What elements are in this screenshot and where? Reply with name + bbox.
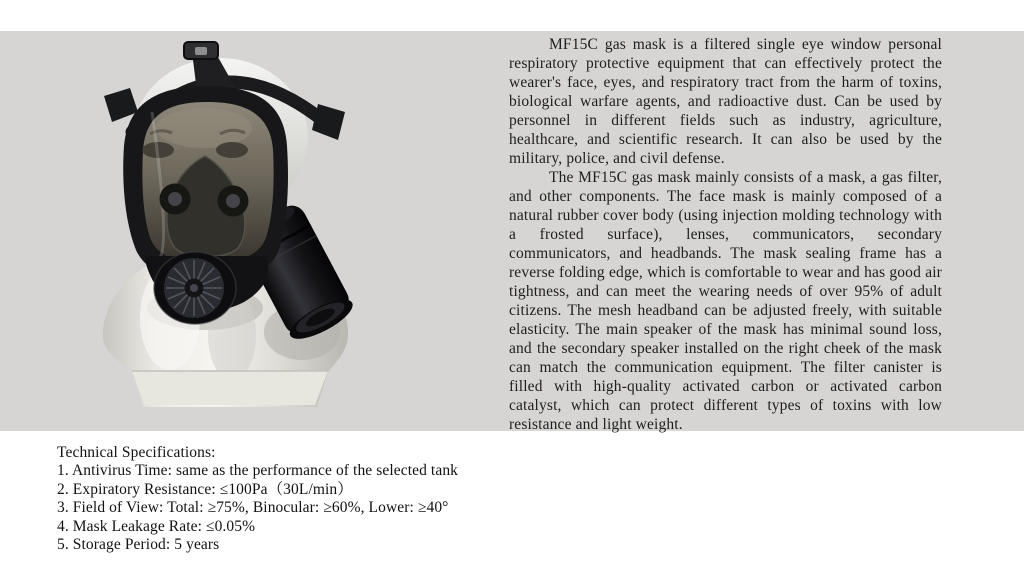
spec-item: 2. Expiratory Resistance: ≤100Pa（30L/min） (57, 480, 353, 498)
specs-list (57, 462, 458, 554)
product-photo (0, 31, 470, 431)
harness-buckle (184, 42, 218, 59)
product-description (509, 35, 942, 434)
product-banner (0, 31, 1024, 431)
spec-item: 5. Storage Period: 5 years (57, 536, 220, 554)
speaker-grille (154, 252, 236, 324)
technical-specifications (57, 444, 458, 554)
spec-item: 1. Antivirus Time: same as the performance of the selected tank (57, 462, 459, 480)
description-paragraph-2: The MF15C gas mask mainly consists of a mask, a gas filter, and other components. The face mask is mainly composed of a natural rubber cover body (using injection molding technology with a frosted surface), lenses, communicators, secondary communicators, and headbands. The mask sealing frame has a reverse folding edge, which is comfortable to wear and has good air tightness, and can meet the wearing needs of over 95% of adult citizens. The mesh headband can be adjusted freely, with suitable elasticity. The main speaker of the mask has minimal sound loss, and the secondary speaker installed on the right cheek of the mask can match the communication equipment. The filter canister is filled with high-quality activated carbon or activated carbon catalyst, which can protect different types of toxins with low resistance and light weight. (509, 169, 942, 433)
specs-title: Technical Specifications: (57, 444, 216, 461)
description-paragraph-1: MF15C gas mask is a filtered single eye window personal respiratory protective equipment that can effectively protect the wearer's face, eyes, and respiratory tract from the harm of toxins, biological warfare agents, and radioactive dust. Can be used by personnel in different fields such as industry, agriculture, healthcare, and scientific research. It can also be used by the military, police, and civil defense. (509, 36, 942, 167)
spec-item: 4. Mask Leakage Rate: ≤0.05% (57, 517, 256, 535)
spec-item: 3. Field of View: Total: ≥75%, Binocular: ≥60%, Lower: ≥40° (57, 499, 449, 517)
